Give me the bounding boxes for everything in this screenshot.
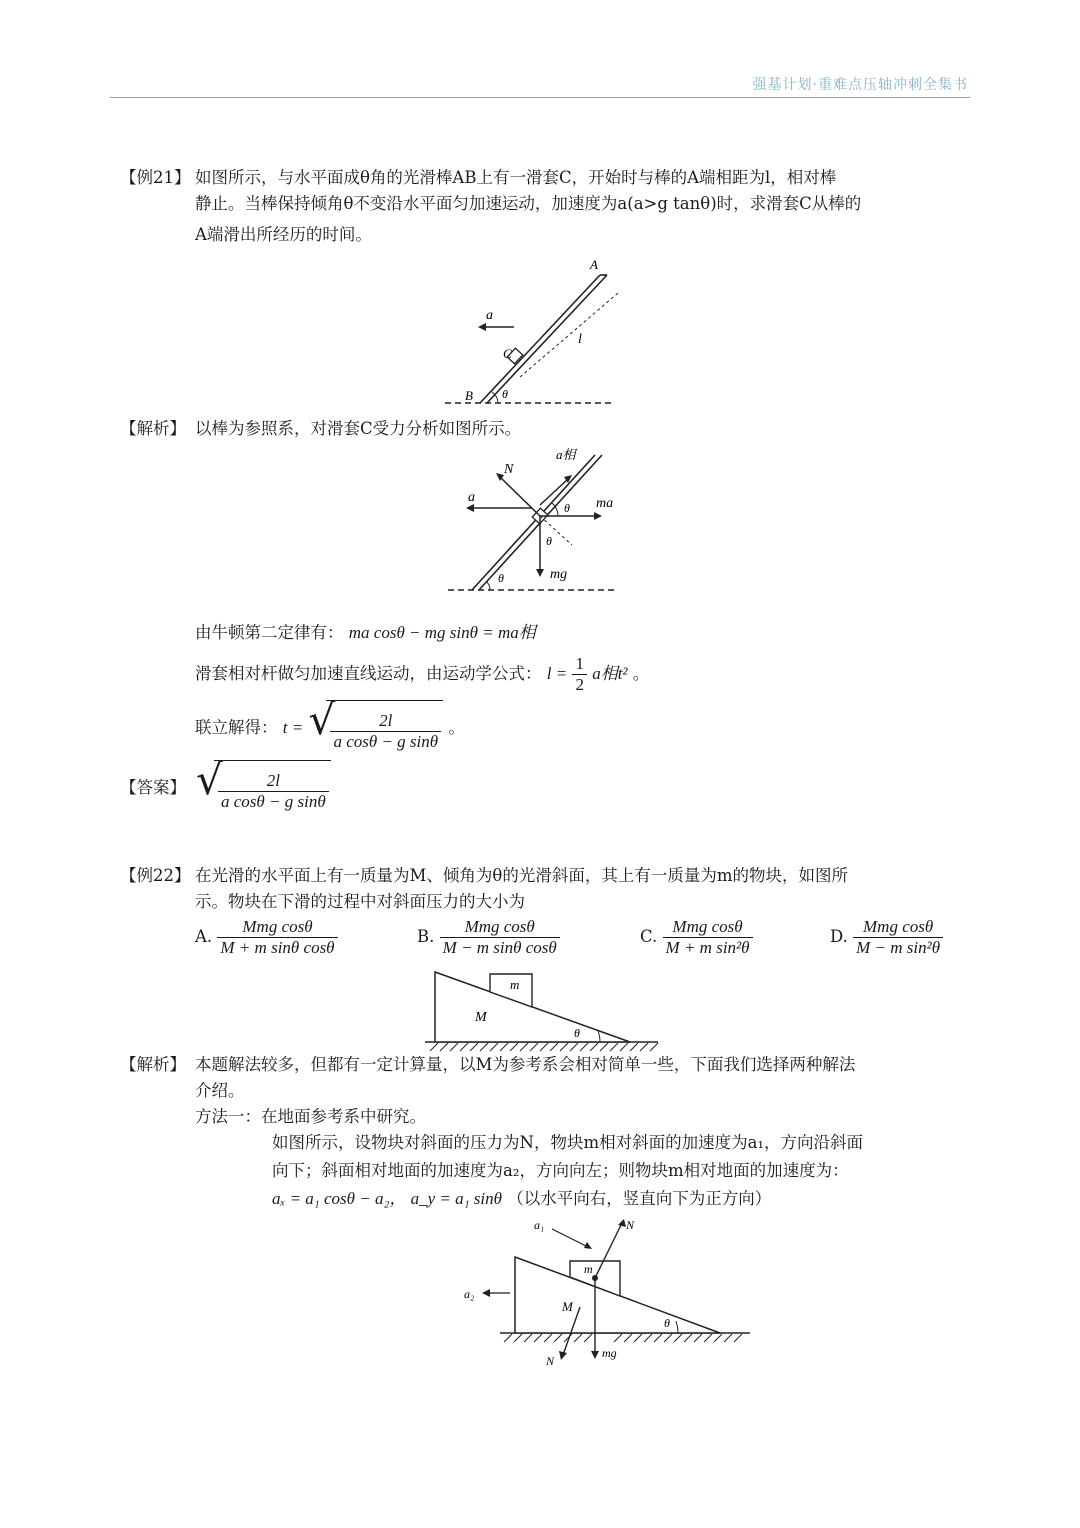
ground-hatching bbox=[430, 1043, 658, 1051]
analysis-21-text: 以棒为参照系，对滑套C受力分析如图所示。 bbox=[195, 419, 522, 438]
label-a-rel: a相 bbox=[556, 447, 576, 462]
step-3-sqrt: √ $\frac{2l}{\text{a cosθ − g sinθ}}$ bbox=[308, 700, 443, 757]
label-theta-mid: θ bbox=[546, 534, 552, 548]
rod-edge-1 bbox=[480, 275, 600, 403]
example-22-tag: 【例22】 bbox=[120, 866, 191, 885]
step-1: 由牛顿第二定律有： ma cosθ − mg sinθ = ma相 bbox=[195, 623, 536, 642]
label-a: a bbox=[468, 490, 475, 505]
label-B: B bbox=[465, 388, 473, 403]
figure-wedge-forces bbox=[460, 1215, 760, 1375]
example-21-line-2: 静止。当棒保持倾角θ不变沿水平面匀加速运动，加速度为a(a>g tanθ)时，求滑套C从棒的 bbox=[195, 194, 862, 213]
step-1-equation: ma cosθ − mg sinθ = ma相 bbox=[348, 623, 536, 642]
analysis-22-tag: 【解析】 bbox=[120, 1055, 186, 1074]
length-l-indicator bbox=[520, 293, 618, 377]
label-theta: θ bbox=[502, 387, 508, 401]
figure-wedge-block bbox=[420, 965, 670, 1055]
method-1-line-3: aₓ = a₁ cosθ − a₂， a_y = a₁ sinθ （以水平向右，竖直向下为正方向） bbox=[272, 1189, 772, 1208]
example-21-tag: 【例21】 bbox=[120, 168, 191, 187]
analysis-21-tag: 【解析】 bbox=[120, 419, 186, 438]
label-mg: mg bbox=[550, 567, 568, 582]
example-21-line-1: 如图所示，与水平面成θ角的光滑棒AB上有一滑套C，开始时与棒的A端相距为l，相对棒 bbox=[195, 168, 837, 187]
rod-edge-1 bbox=[472, 455, 595, 590]
ground-hatching bbox=[504, 1334, 742, 1342]
analysis-22-line-1: 本题解法较多，但都有一定计算量，以M为参考系会相对简单一些，下面我们选择两种解法 bbox=[195, 1055, 856, 1074]
analysis-22-line-2: 介绍。 bbox=[195, 1081, 245, 1100]
label-theta-bottom: θ bbox=[498, 571, 504, 585]
label-m: m bbox=[510, 977, 520, 992]
example-22-line-2: 示。物块在下滑的过程中对斜面压力的大小为 bbox=[195, 892, 525, 911]
method-1-line-2: 向下；斜面相对地面的加速度为a₂，方向向左；则物块m相对地面的加速度为： bbox=[272, 1161, 849, 1180]
method-1-line-1: 如图所示，设物块对斜面的压力为N，物块m相对斜面的加速度为a₁，方向沿斜面 bbox=[272, 1133, 864, 1152]
example-22-line-1: 在光滑的水平面上有一质量为M、倾角为θ的光滑斜面，其上有一质量为m的物块，如图所 bbox=[195, 866, 848, 885]
label-N: N bbox=[626, 1218, 635, 1232]
option-d[interactable]: D. $\frac{\text{Mmg cosθ}}{\text{M − m sin²θ}}$ bbox=[830, 917, 943, 958]
label-m: m bbox=[584, 1262, 593, 1276]
label-mg: mg bbox=[602, 1346, 617, 1360]
label-theta: θ bbox=[574, 1026, 580, 1040]
label-N: N bbox=[504, 462, 514, 477]
header-rule bbox=[110, 97, 970, 98]
label-a1: a₁ bbox=[534, 1218, 545, 1232]
normal-force-arrow bbox=[500, 477, 540, 516]
label-M: M bbox=[475, 1010, 487, 1025]
label-N-reaction: N bbox=[546, 1354, 555, 1368]
option-b[interactable]: B. $\frac{\text{Mmg cosθ}}{\text{M − m sinθ cosθ}}$ bbox=[417, 917, 560, 958]
label-C: C bbox=[503, 346, 512, 361]
figure-rod-incline bbox=[440, 255, 640, 415]
a1-arrow bbox=[552, 1229, 588, 1247]
label-M: M bbox=[562, 1299, 573, 1314]
label-l: l bbox=[578, 332, 582, 347]
answer-21-tag: 【答案】 bbox=[120, 778, 186, 797]
rod-edge-2 bbox=[487, 275, 607, 403]
method-1-title: 方法一：在地面参考系中研究。 bbox=[195, 1107, 426, 1126]
example-21-line-3: A端滑出所经历的时间。 bbox=[195, 225, 372, 244]
label-a2: a₂ bbox=[464, 1287, 475, 1301]
option-a[interactable]: A. $\frac{\text{Mmg cosθ}}{\text{M + m sinθ cosθ}}$ bbox=[195, 917, 338, 958]
label-theta-top: θ bbox=[564, 501, 570, 515]
option-c[interactable]: C. $\frac{\text{Mmg cosθ}}{\text{M + m sin²θ}}$ bbox=[640, 917, 753, 958]
step-3: 联立解得： t = √ $\frac{2l}{\text{a cosθ − g sinθ}}$ 。 bbox=[195, 700, 465, 757]
label-ma: ma bbox=[596, 496, 614, 511]
figure-force-analysis bbox=[440, 445, 640, 600]
label-A: A bbox=[590, 257, 598, 272]
label-theta: θ bbox=[664, 1316, 670, 1330]
answer-21: √ $\frac{2l}{\text{a cosθ − g sinθ}}$ bbox=[196, 760, 331, 817]
label-a: a bbox=[486, 308, 493, 323]
running-header: 强基计划·重难点压轴冲刺全集书 bbox=[752, 77, 968, 93]
half-fraction: $\frac{1}{2}$ bbox=[572, 654, 587, 695]
acceleration-components: aₓ = a₁ cosθ − a₂， a_y = a₁ sinθ bbox=[272, 1189, 502, 1208]
step-2: 滑套相对杆做匀加速直线运动，由运动学公式： l = $\frac{1}{2}$ a相t² 。 bbox=[195, 654, 650, 694]
